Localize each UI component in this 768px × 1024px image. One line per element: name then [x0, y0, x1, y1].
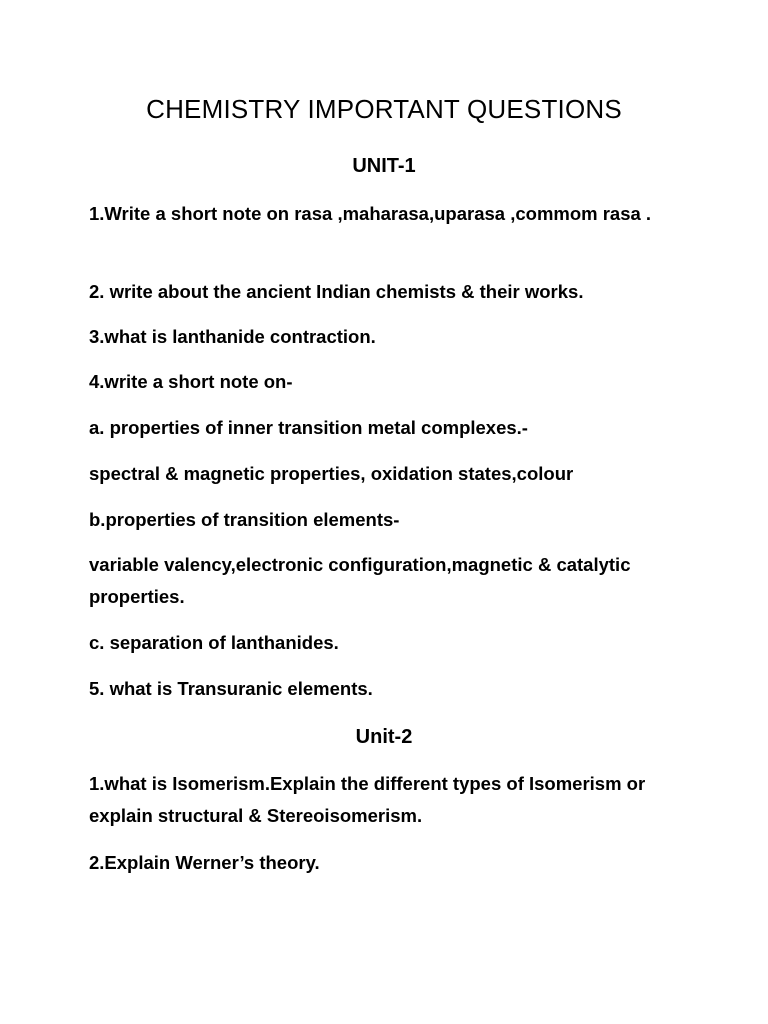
question-unit1-3: 3.what is lanthanide contraction. [89, 326, 376, 347]
question-unit1-2: 2. write about the ancient Indian chemists & their works. [89, 281, 584, 302]
unit-2-heading: Unit-2 [355, 726, 413, 748]
unit-1-heading: UNIT-1 [352, 155, 416, 177]
page-title: CHEMISTRY IMPORTANT QUESTIONS [146, 94, 622, 124]
question-unit1-4: 4.write a short note on- [89, 371, 293, 392]
question-unit1-4a: a. properties of inner transition metal complexes.- [89, 417, 528, 438]
question-unit2-2: 2.Explain Werner’s theory. [89, 852, 320, 873]
question-unit1-4b: b.properties of transition elements- [89, 509, 400, 530]
question-unit1-5: 5. what is Transuranic elements. [89, 678, 373, 699]
question-unit1-4a-detail: spectral & magnetic properties, oxidation states,colour [89, 463, 574, 484]
question-unit2-1: 1.what is Isomerism.Explain the different types of Isomerism or explain structural & Stereoisomerism. [89, 773, 651, 826]
question-unit1-1: 1.Write a short note on rasa ,maharasa,uparasa ,commom rasa . [89, 203, 652, 224]
question-unit1-4b-detail: variable valency,electronic configuration,magnetic & catalytic properties. [89, 554, 636, 607]
question-unit1-4c: c. separation of lanthanides. [89, 632, 339, 653]
